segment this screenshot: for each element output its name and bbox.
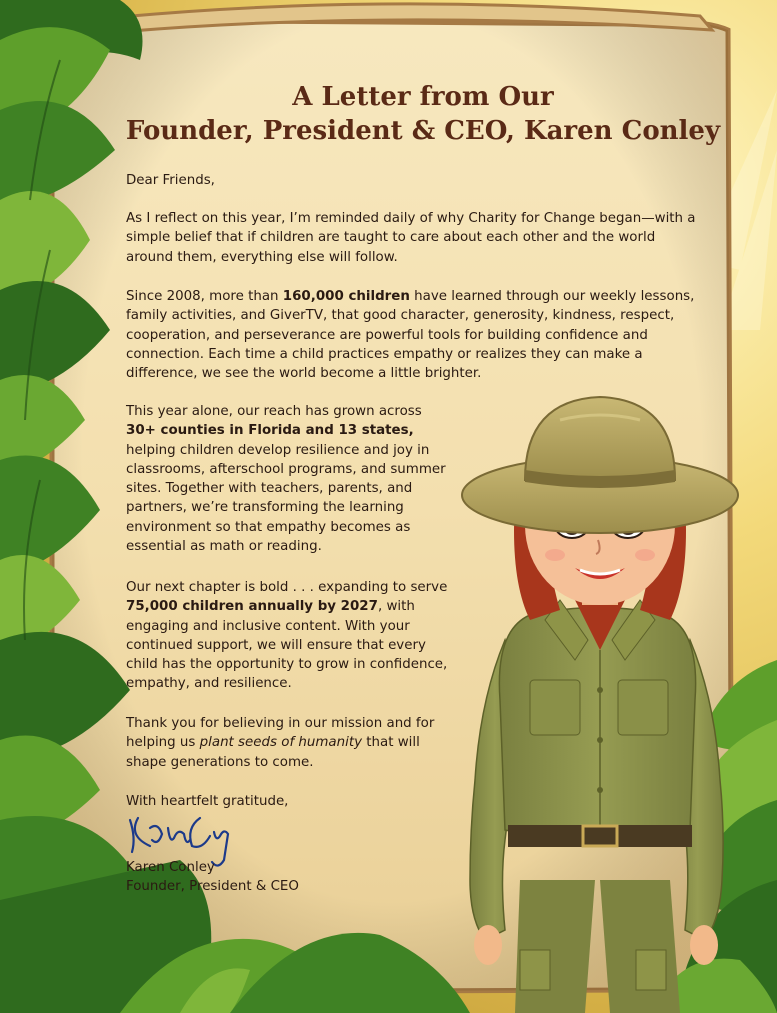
signer-title: Founder, President & CEO [126,879,299,894]
letter-title-line1: A Letter from Our [292,82,554,112]
paragraph-4-body: , with engaging and inclusive content. With your continued support, we will ensure that every child has the opportunity to grow in confidence, empathy, and resilience. [126,599,448,692]
paragraph-1: As I reflect on this year, I’m reminded daily of why Charity for Change began—with a simple belief that if children are taught to care about each other and the world around them, everything else will follow. [126,211,696,265]
paragraph-3-body: helping children develop resilience and joy in classrooms, afterschool programs, and summer sites. Together with teachers, parents, and partners, we’re transforming the learning environment so that empathy becomes as essential as math or reading. [126,442,446,555]
closing: With heartfelt gratitude, [126,794,289,809]
paragraph-4-highlight: 75,000 children annually by 2027 [126,599,378,615]
paragraph-5 [126,714,456,772]
paragraph-5-intro: Thank you for believing in our mission and for helping us [126,716,435,751]
letter-title-line2: Founder, President & CEO, Karen Conley [125,116,721,146]
paragraph-3-intro: This year alone, our reach has grown across [126,404,422,419]
greeting: Dear Friends, [126,173,215,188]
paragraph-3 [126,402,456,556]
paragraph-5-emphasis: plant seeds of humanity [199,735,363,751]
paragraph-3-highlight: 30+ counties in Florida and 13 states, [126,423,414,439]
paragraph-2-intro: Since 2008, more than [126,289,283,304]
paragraph-2-body: have learned through our weekly lessons, family activities, and GiverTV, that good character, generosity, kindness, respect, cooperation, and perseverance are powerful tools for building confidence and connection. Each time a child practices empathy or realizes they can make a difference, we see the world become a little brighter. [126,289,695,382]
signer-name: Karen Conley [126,860,215,875]
paragraph-2 [126,287,706,383]
paragraph-4-intro: Our next chapter is bold . . . expanding to serve [126,580,448,595]
paragraph-5-body: that will shape generations to come. [126,735,420,770]
paragraph-4 [126,578,456,694]
paragraph-2-highlight: 160,000 children [282,289,410,304]
